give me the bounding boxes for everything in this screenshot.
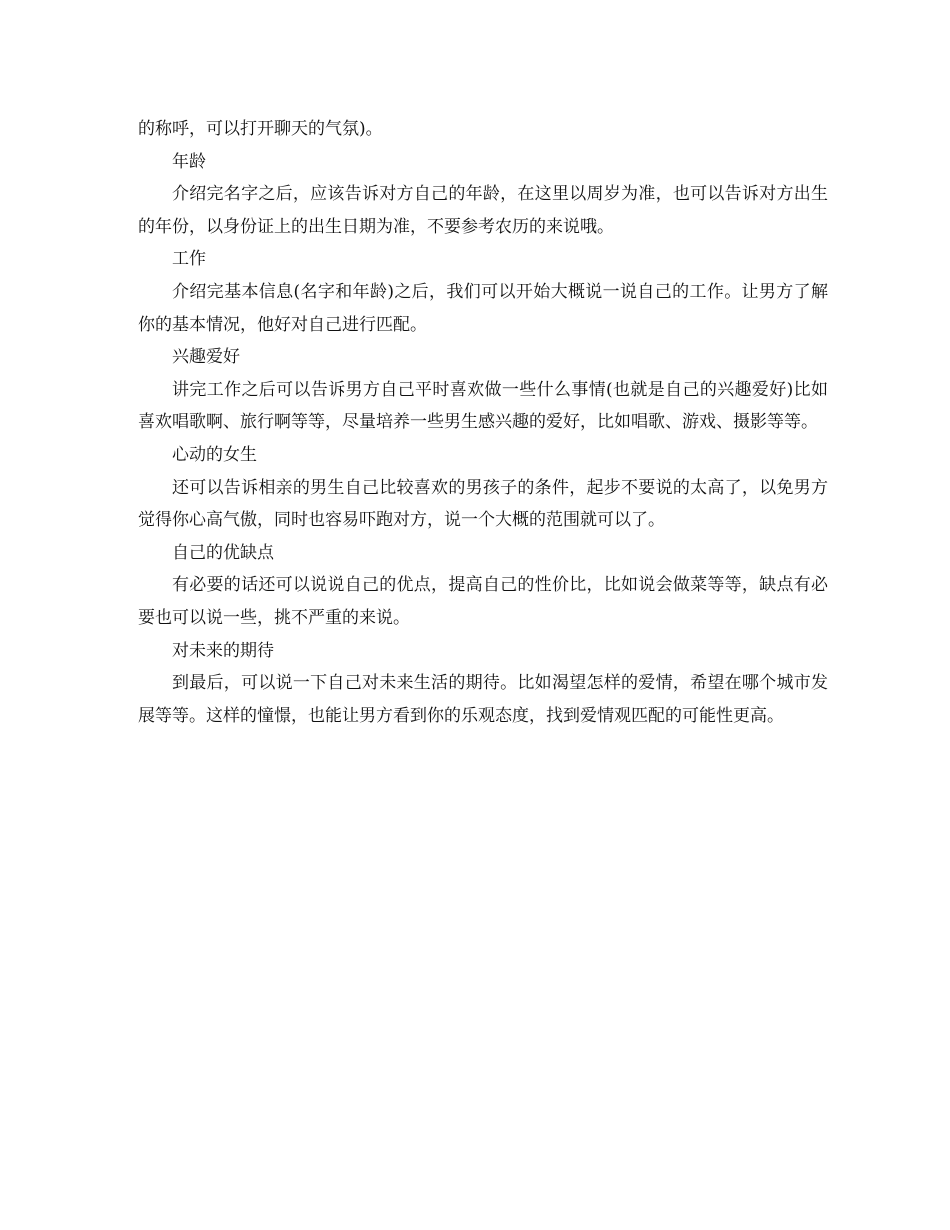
paragraph-continuation: 的称呼，可以打开聊天的气氛)。 bbox=[138, 119, 383, 139]
section-heading-future-expectations: 对未来的期待 bbox=[172, 640, 274, 661]
section-heading-work: 工作 bbox=[172, 249, 206, 270]
paragraph-future-expectations: 到最后，可以说一下自己对未来生活的期待。比如渴望怎样的爱情，希望在哪个城市发展等等。这样的憧憬，也能让男方看到你的乐观态度，找到爱情观匹配的可能性更高。 bbox=[138, 673, 828, 726]
section-heading-ideal-partner: 心动的女生 bbox=[172, 444, 257, 465]
section-heading-age: 年龄 bbox=[172, 151, 206, 172]
paragraph-ideal-partner: 还可以告诉相亲的男生自己比较喜欢的男孩子的条件，起步不要说的太高了，以免男方觉得你心高气傲，同时也容易吓跑对方，说一个大概的范围就可以了。 bbox=[138, 477, 828, 531]
section-heading-strengths-weaknesses: 自己的优缺点 bbox=[172, 542, 274, 563]
paragraph-hobbies: 讲完工作之后可以告诉男方自己平时喜欢做一些什么事情(也就是自己的兴趣爱好)比如喜欢唱歌啊、旅行啊等等，尽量培养一些男生感兴趣的爱好，比如唱歌、游戏、摄影等等。 bbox=[138, 379, 828, 433]
section-heading-hobbies: 兴趣爱好 bbox=[172, 347, 240, 368]
document-body bbox=[138, 113, 828, 732]
paragraph-strengths-weaknesses: 有必要的话还可以说说自己的优点，提高自己的性价比，比如说会做菜等等，缺点有必要也可以说一些，挑不严重的来说。 bbox=[138, 575, 828, 628]
paragraph-work: 介绍完基本信息(名字和年龄)之后，我们可以开始大概说一说自己的工作。让男方了解你的基本情况，他好对自己进行匹配。 bbox=[138, 281, 828, 335]
paragraph-age: 介绍完名字之后，应该告诉对方自己的年龄，在这里以周岁为准，也可以告诉对方出生的年份，以身份证上的出生日期为准，不要参考农历的来说哦。 bbox=[138, 184, 828, 237]
